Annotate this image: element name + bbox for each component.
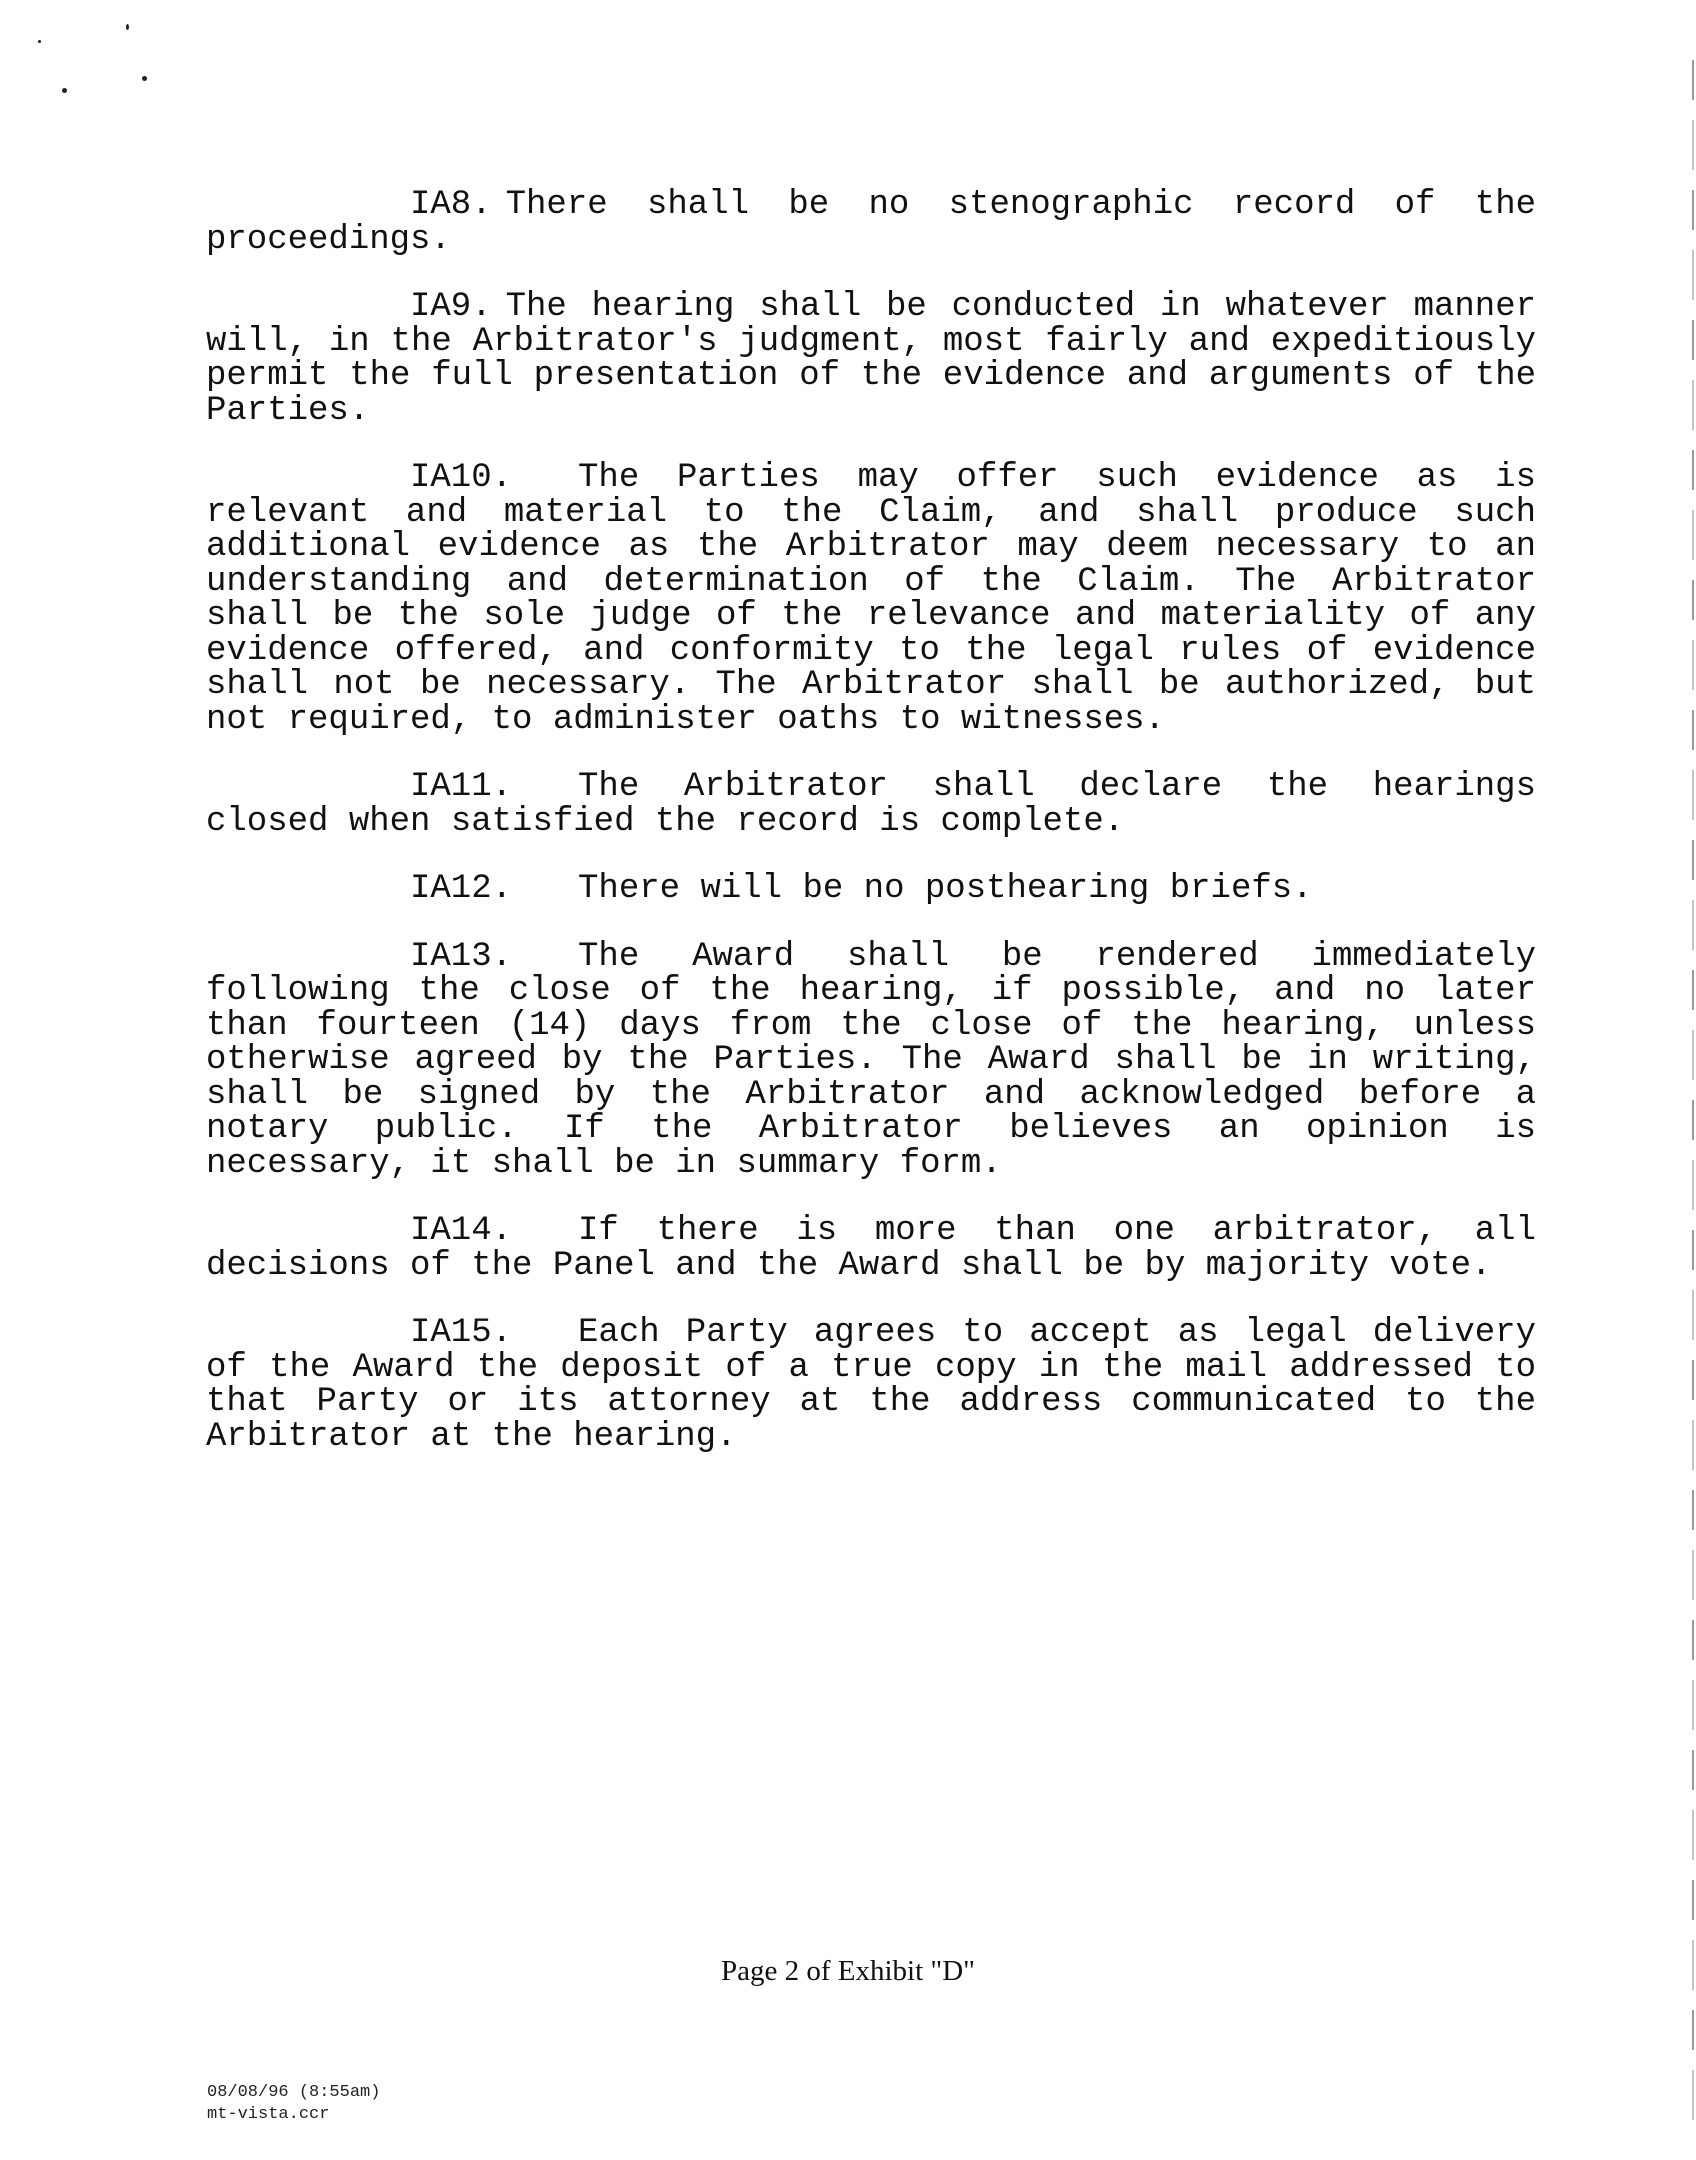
paragraph-text: There shall be no stenographic record of the proceedings. <box>206 186 1536 259</box>
paragraph-number: IA15. <box>410 1314 513 1352</box>
paragraph-number: IA8. <box>410 186 492 224</box>
paragraph-text: If there is more than one arbitrator, all decisions of the Panel and the Award shall be by majority vote. <box>206 1212 1536 1285</box>
paragraph-ia15 <box>206 1316 1536 1454</box>
scan-speck <box>62 88 67 93</box>
paragraph-number: IA9. <box>410 288 492 326</box>
paragraph-text: The hearing shall be conducted in whatever manner will, in the Arbitrator's judgment, most fairly and expeditiously permit the full presentation of the evidence and arguments of the Parties. <box>206 288 1536 430</box>
paragraph-text: The Award shall be rendered immediately following the close of the hearing, if possible, and no later than fourteen (14) days from the close of the hearing, unless otherwise agreed by the Parties. The Award shall be in writing, shall be signed by the Arbitrator and acknowledged before a notary public. If the Arbitrator believes an opinion is necessary, it shall be in summary form. <box>206 937 1536 1183</box>
paragraph-number: IA13. <box>410 937 513 976</box>
scan-speck <box>38 40 41 43</box>
paragraph-ia10 <box>206 461 1536 737</box>
paragraph-text: The Arbitrator shall declare the hearings closed when satisfied the record is complete. <box>206 768 1536 841</box>
paragraph-ia12 <box>206 872 1536 907</box>
paragraph-ia9 <box>206 290 1536 428</box>
paragraph-text: There will be no posthearing briefs. <box>578 870 1313 908</box>
document-body <box>206 188 1536 1487</box>
paragraph-number: IA14. <box>410 1212 513 1250</box>
paragraph-number: IA10. <box>410 459 513 497</box>
file-name: mt-vista.ccr <box>207 2105 330 2124</box>
file-info <box>207 2082 380 2126</box>
file-timestamp: 08/08/96 (8:55am) <box>207 2083 381 2102</box>
page-footer: Page 2 of Exhibit "D" <box>720 1955 976 1987</box>
paragraph-number: IA11. <box>410 768 513 806</box>
paragraph-ia13 <box>206 937 1536 1183</box>
paragraph-ia8 <box>206 188 1536 257</box>
scan-speck <box>126 24 129 30</box>
paragraph-ia11 <box>206 770 1536 839</box>
paragraph-number: IA12. <box>410 870 513 908</box>
scan-edge-line <box>1692 60 1694 2120</box>
scan-speck <box>142 76 147 81</box>
paragraph-text: Each Party agrees to accept as legal delivery of the Award the deposit of a true copy in the mail addressed to that Party or its attorney at the address communicated to the Arbitrator at the hearing. <box>206 1314 1536 1456</box>
paragraph-text: The Parties may offer such evidence as is relevant and material to the Claim, and shall produce such additional evidence as the Arbitrator may deem necessary to an understanding and determination of the Claim. The Arbitrator shall be the sole judge of the relevance and materiality of any evidence offered, and conformity to the legal rules of evidence shall not be necessary. The Arbitrator shall be authorized, but not required, to administer oaths to witnesses. <box>206 459 1536 739</box>
paragraph-ia14 <box>206 1214 1536 1283</box>
